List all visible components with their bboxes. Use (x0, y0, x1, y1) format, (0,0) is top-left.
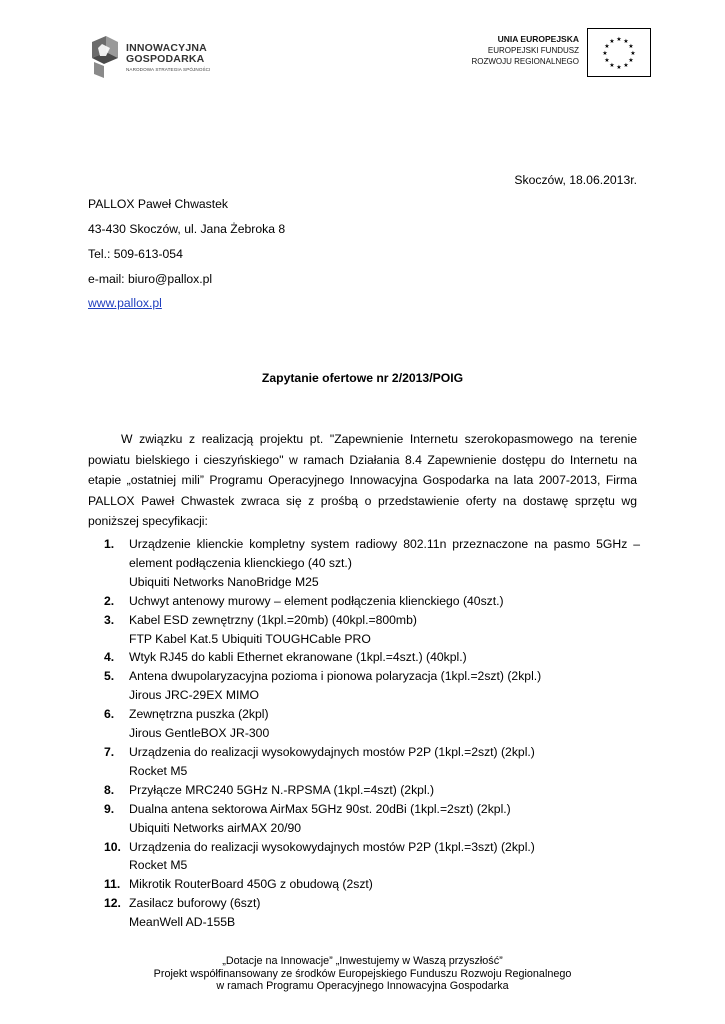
list-item (88, 894, 640, 932)
eu-flag (587, 28, 651, 77)
list-item-number: 6. (104, 707, 115, 722)
list-item-number: 7. (104, 744, 115, 759)
list-item (88, 781, 640, 800)
specification-list (88, 535, 640, 932)
sender-name: PALLOX Paweł Chwastek (88, 197, 228, 211)
svg-text:★: ★ (609, 38, 615, 45)
document-title: Zapytanie ofertowe nr 2/2013/POIG (261, 371, 464, 385)
footer-line1: „Dotacje na Innowacje” „Inwestujemy w Waszą przyszłość” (222, 955, 503, 967)
list-item-model: MeanWell AD-155B (129, 915, 236, 930)
list-item-number: 4. (104, 650, 115, 665)
svg-text:★: ★ (604, 43, 610, 50)
eu-logo-text (439, 34, 579, 67)
footer-line2: Projekt współfinansowany ze środków Europejskiego Funduszu Rozwoju Regionalnego (153, 967, 572, 980)
list-item-model: Ubiquiti Networks NanoBridge M25 (129, 574, 319, 589)
list-item-text: Urządzenie klienckie kompletny system radiowy 802.11n przeznaczone na pasmo 5GHz – element podłączenia klienckiego (40 szt.) (129, 537, 640, 570)
list-item-model: Ubiquiti Networks airMAX 20/90 (129, 820, 302, 835)
list-item-text: Urządzenia do realizacji wysokowydajnych mostów P2P (1kpl.=3szt) (2kpl.) (129, 839, 535, 854)
svg-text:★: ★ (628, 57, 634, 64)
list-item-text: Przyłącze MRC240 5GHz N.-RPSMA (1kpl.=4szt) (2kpl.) (129, 782, 435, 797)
list-item-text: Mikrotik RouterBoard 450G z obudową (2szt) (129, 877, 373, 892)
list-item (88, 800, 640, 838)
eu-logo-line1: UNIA EUROPEJSKA (497, 34, 579, 44)
svg-text:★: ★ (604, 57, 610, 64)
ig-logo-line3: NARODOWA STRATEGIA SPÓJNOŚCI (126, 67, 211, 72)
svg-text:★: ★ (616, 36, 622, 43)
list-item-number: 2. (104, 593, 115, 608)
intro-paragraph (88, 429, 637, 532)
ig-logo-line1: INNOWACYJNA (126, 42, 207, 54)
sender-website-link[interactable]: www.pallox.pl (88, 296, 162, 310)
svg-text:★: ★ (609, 62, 615, 69)
list-item (88, 667, 640, 705)
sender-address: 43-430 Skoczów, ul. Jana Żebroka 8 (88, 222, 286, 236)
list-item (88, 705, 640, 743)
document-date: Skoczów, 18.06.2013r. (514, 173, 637, 187)
svg-text:★: ★ (630, 50, 636, 57)
list-item-number: 10. (104, 839, 121, 854)
list-item-text: Dualna antena sektorowa AirMax 5GHz 90st. 20dBi (1kpl.=2szt) (2kpl.) (129, 801, 511, 816)
list-item-model: Jirous GentleBOX JR-300 (129, 726, 270, 741)
list-item (88, 592, 640, 611)
list-item (88, 743, 640, 781)
svg-text:★: ★ (616, 64, 622, 71)
eu-logo-line2: EUROPEJSKI FUNDUSZ (487, 46, 579, 55)
list-item-text: Urządzenia do realizacji wysokowydajnych mostów P2P (1kpl.=2szt) (2kpl.) (129, 744, 535, 759)
eu-logo-line3: ROZWOJU REGIONALNEGO (471, 57, 579, 66)
svg-text:★: ★ (602, 50, 608, 57)
list-item-number: 9. (104, 801, 115, 816)
list-item-number: 3. (104, 612, 115, 627)
list-item (88, 875, 640, 894)
svg-text:★: ★ (623, 38, 629, 45)
list-item-number: 1. (104, 537, 115, 551)
sender-email: e-mail: biuro@pallox.pl (88, 272, 213, 286)
svg-text:★: ★ (623, 62, 629, 69)
svg-text:★: ★ (628, 43, 634, 50)
list-item-model: Rocket M5 (129, 763, 188, 778)
eu-stars-icon (588, 29, 650, 76)
list-item (88, 648, 640, 667)
innowacyjna-gospodarka-logo (88, 34, 238, 86)
list-item-model: Jirous JRC-29EX MIMO (129, 688, 260, 703)
ig-logo-icon (88, 34, 122, 80)
footer (0, 955, 725, 993)
list-item-number: 5. (104, 669, 115, 684)
list-item-text: Antena dwupolaryzacyjna pozioma i pionowa polaryzacja (1kpl.=2szt) (2kpl.) (129, 669, 542, 684)
list-item-model: FTP Kabel Kat.5 Ubiquiti TOUGHCable PRO (129, 631, 371, 646)
list-item-number: 12. (104, 896, 121, 911)
list-item-text: Uchwyt antenowy murowy – element podłączenia klienckiego (40szt.) (129, 593, 504, 608)
list-item-text: Zewnętrzna puszka (2kpl) (129, 707, 269, 722)
list-item-text: Zasilacz buforowy (6szt) (129, 896, 261, 911)
list-item-number: 8. (104, 782, 115, 797)
sender-phone: Tel.: 509-613-054 (88, 247, 183, 261)
list-item (88, 838, 640, 876)
list-item-number: 11. (104, 877, 121, 892)
list-item-model: Rocket M5 (129, 858, 188, 873)
list-item-text: Wtyk RJ45 do kabli Ethernet ekranowane (1kpl.=4szt.) (40kpl.) (129, 650, 467, 665)
intro-text: W związku z realizacją projektu pt. "Zapewnienie Internetu szerokopasmowego na terenie powiatu bielskiego i cieszyńskiego" w ramach Działania 8.4 Zapewnienie dostępu do Internetu na etapie „ostatniej mili” Programu Operacyjnego Innowacyjna Gospodarka na lata 2007-2013, Firma PALLOX Paweł Chwastek zwraca się z prośbą o przedstawienie oferty na dostawę sprzętu wg poniższej specyfikacji: (88, 432, 637, 528)
list-item-text: Kabel ESD zewnętrzny (1kpl.=20mb) (40kpl.=800mb) (129, 612, 417, 627)
footer-line3: w ramach Programu Operacyjnego Innowacyjna Gospodarka (216, 980, 509, 993)
list-item (88, 535, 640, 592)
ig-logo-line2: GOSPODARKA (126, 53, 205, 65)
list-item (88, 611, 640, 649)
